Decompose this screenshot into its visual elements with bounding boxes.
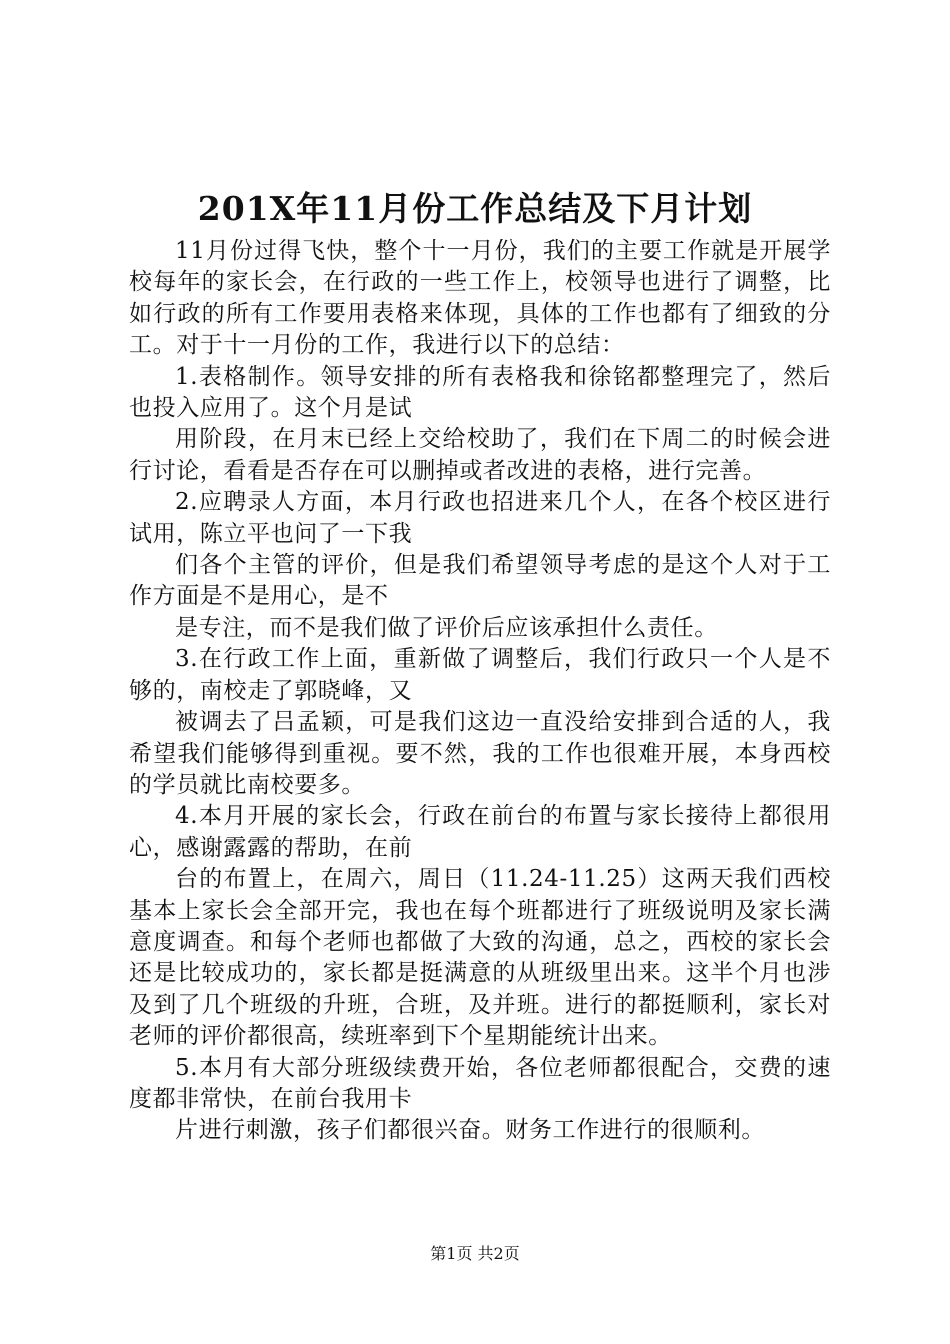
paragraph: 1.表格制作。领导安排的所有表格我和徐铭都整理完了，然后也投入应用了。这个月是试 [129, 363, 831, 422]
paragraph: 5.本月有大部分班级续费开始，各位老师都很配合，交费的速度都非常快，在前台我用卡 [129, 1054, 831, 1112]
paragraph: 2.应聘录人方面，本月行政也招进来几个人，在各个校区进行试用，陈立平也问了一下我 [129, 489, 831, 547]
paragraph: 用阶段，在月末已经上交给校助了，我们在下周二的时候会进行讨论，看看是否存在可以删掉或者改进的表格，进行完善。 [129, 426, 831, 484]
paragraph: 是专注，而不是我们做了评价后应该承担什么责任。 [175, 614, 718, 641]
paragraph: 3.在行政工作上面，重新做了调整后，我们行政只一个人是不够的，南校走了郭晓峰，又 [129, 646, 831, 704]
paragraph: 11月份过得飞快，整个十一月份，我们的主要工作就是开展学校每年的家长会，在行政的一些工作上，校领导也进行了调整，比如行政的所有工作要用表格来体现，具体的工作也都有了细致的分工。对于十一月份的工作，我进行以下的总结： [129, 238, 831, 359]
document-title: 201X年11月份工作总结及下月计划 [197, 189, 753, 228]
paragraph: 4.本月开展的家长会，行政在前台的布置与家长接待上都很用心，感谢露露的帮助，在前 [129, 803, 831, 861]
page-footer: 第1页 共2页 [430, 1244, 520, 1263]
paragraph: 台的布置上，在周六，周日（11.24-11.25）这两天我们西校基本上家长会全部开完，我也在每个班都进行了班级说明及家长满意度调查。和每个老师也都做了大致的沟通，总之，西校的家长会还是比较成功的，家长都是挺满意的从班级里出来。这半个月也涉及到了几个班级的升班，合班，及并班。进行的都挺顺利，家长对老师的评价都很高，续班率到下个星期能统计出来。 [129, 866, 831, 1050]
paragraph: 片进行刺激，孩子们都很兴奋。财务工作进行的很顺利。 [175, 1117, 765, 1144]
paragraph: 被调去了吕孟颖，可是我们这边一直没给安排到合适的人，我希望我们能够得到重视。要不然，我的工作也很难开展，本身西校的学员就比南校要多。 [129, 709, 831, 798]
document-body [129, 236, 831, 1147]
paragraph: 们各个主管的评价，但是我们希望领导考虑的是这个人对于工作方面是不是用心，是不 [129, 552, 831, 610]
